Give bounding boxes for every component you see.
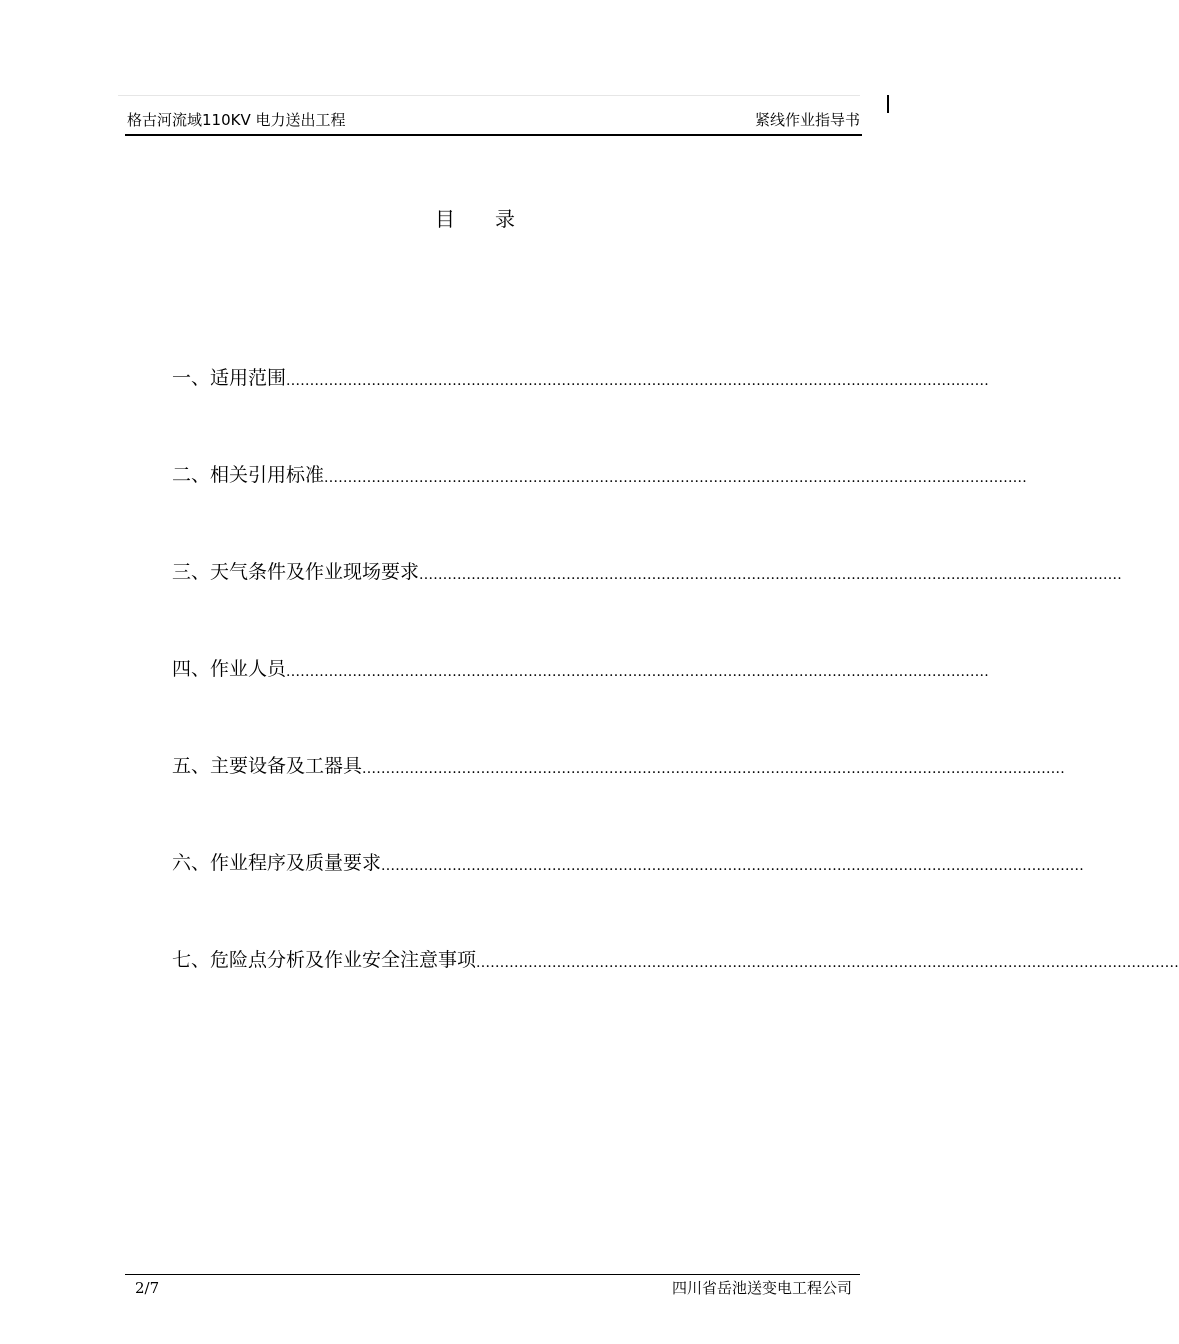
toc-entry-7[interactable] [172,946,1179,975]
header-project-title: 格古河流域110KV 电力送出工程 [127,111,346,129]
toc-entry-1[interactable] [172,364,990,393]
page-header [125,110,862,136]
toc-leader-dots: .................................................................................................................................................... [286,373,990,389]
toc-title: 目录 [435,207,555,231]
table-of-contents [172,364,1179,1043]
page-number: 2/7 [135,1279,160,1297]
toc-leader-dots: .................................................................................................................................................... [286,664,990,680]
header-document-title: 紧线作业指导书 [754,111,860,129]
toc-leader-dots: .................................................................................................................................................... [324,470,1028,486]
toc-entry-6[interactable] [172,849,1085,878]
toc-leader-dots: .................................................................................................................................................... [362,761,1066,777]
toc-entry-label: 六、作业程序及质量要求 [172,852,382,874]
toc-entry-label: 二、相关引用标准 [172,464,325,486]
corner-crop-mark [887,95,889,113]
header-top-rule [118,95,860,96]
toc-entry-label: 一、适用范围 [172,367,287,389]
toc-entry-5[interactable] [172,752,1066,781]
toc-leader-dots: .................................................................................................................................................... [381,858,1085,874]
toc-entry-label: 四、作业人员 [172,658,287,680]
toc-entry-4[interactable] [172,655,990,684]
toc-entry-3[interactable] [172,558,1123,587]
toc-entry-label: 三、天气条件及作业现场要求 [172,561,420,583]
page-footer [125,1274,860,1299]
toc-entry-label: 七、危险点分析及作业安全注意事项 [172,949,477,971]
toc-leader-dots: .................................................................................................................................................... [419,567,1123,583]
toc-entry-2[interactable] [172,461,1028,490]
toc-entry-label: 五、主要设备及工器具 [172,755,363,777]
company-name: 四川省岳池送变电工程公司 [671,1279,852,1297]
toc-leader-dots: .................................................................................................................................................... [476,955,1179,971]
